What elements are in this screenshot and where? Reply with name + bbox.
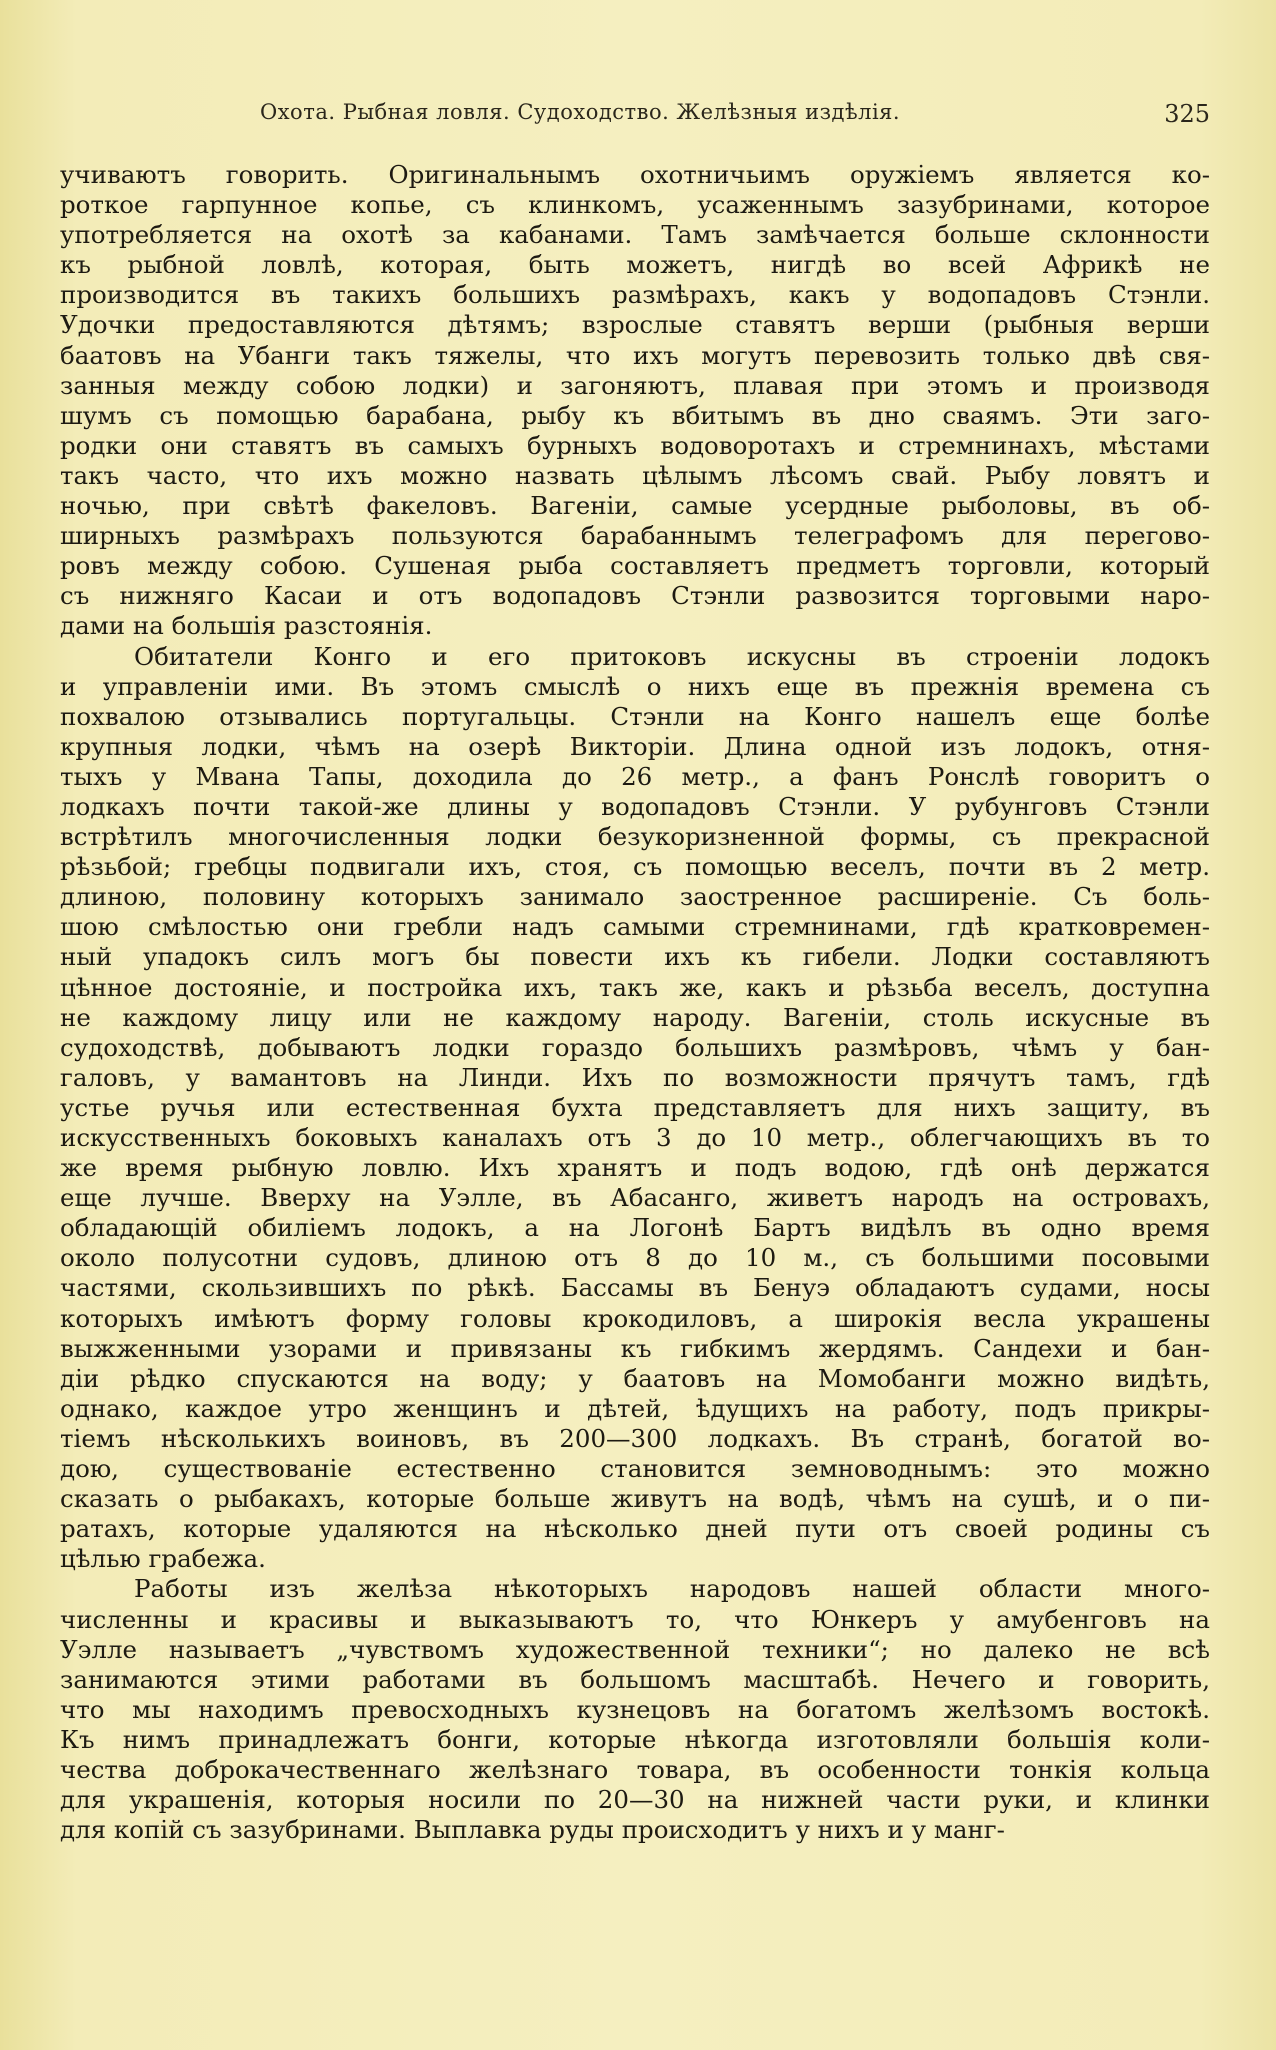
paragraph <box>60 1574 1210 1845</box>
text-line: около полусотни судовъ, длиною отъ 8 до 10 м., съ большими посовыми <box>60 1243 1210 1273</box>
text-line: искусственныхъ боковыхъ каналахъ отъ 3 до 10 метр., облегчающихъ въ то <box>60 1123 1210 1152</box>
text-line: съ нижняго Касаи и отъ водопадовъ Стэнли развозится торговыми наро- <box>60 581 1210 611</box>
page-header <box>60 100 1210 134</box>
paragraph <box>60 160 1210 642</box>
text-line: чества доброкачественнаго желѣзнаго товара, въ особенности тонкія кольца <box>60 1754 1210 1784</box>
text-line: роткое гарпунное копье, съ клинкомъ, усаженнымъ зазубринами, которое <box>60 190 1210 220</box>
text-line: крупныя лодки, чѣмъ на озерѣ Викторіи. Длина одной изъ лодокъ, отня- <box>60 731 1210 761</box>
text-line: производится въ такихъ большихъ размѣрахъ, какъ у водопадовъ Стэнли. <box>60 280 1210 310</box>
text-line: что мы находимъ превосходныхъ кузнецовъ на богатомъ желѣзомъ востокѣ. <box>60 1694 1210 1724</box>
text-line: тіемъ нѣсколькихъ воиновъ, въ 200—300 лодкахъ. Въ странѣ, богатой во- <box>60 1423 1210 1453</box>
page-number: 325 <box>1164 100 1210 128</box>
text-line: длиною, половину которыхъ занимало заостренное расширеніе. Съ боль- <box>60 882 1210 912</box>
text-line: дою, существованіе естественно становится земноводнымъ: это можно <box>60 1454 1210 1484</box>
text-line: встрѣтилъ многочисленныя лодки безукоризненной формы, съ прекрасной <box>60 822 1210 852</box>
text-line: цѣлью грабежа. <box>60 1544 266 1574</box>
text-line: Работы изъ желѣза нѣкоторыхъ народовъ нашей области много- <box>134 1574 1210 1604</box>
text-line: шумъ съ помощью барабана, рыбу къ вбитымъ въ дно сваямъ. Эти заго- <box>60 400 1210 430</box>
text-line: шою смѣлостью они гребли надъ самыми стремнинами, гдѣ кратковремен- <box>60 912 1210 942</box>
text-line: цѣнное достояніе, и постройка ихъ, такъ же, какъ и рѣзьба веселъ, доступна <box>60 972 1210 1002</box>
text-line: ширныхъ размѣрахъ пользуются барабаннымъ телеграфомъ для перегово- <box>60 521 1210 551</box>
text-line: дами на большія разстоянія. <box>60 611 433 641</box>
text-line: частями, скользившихъ по рѣкѣ. Бассамы въ Бенуэ обладаютъ судами, носы <box>60 1273 1210 1303</box>
text-line: ночью, при свѣтѣ факеловъ. Вагеніи, самые усердные рыболовы, въ об- <box>60 491 1210 521</box>
body-text <box>60 160 1210 1845</box>
text-line: судоходствѣ, добываютъ лодки гораздо большихъ размѣровъ, чѣмъ у бан- <box>60 1032 1210 1062</box>
text-line: такъ часто, что ихъ можно назвать цѣлымъ лѣсомъ свай. Рыбу ловятъ и <box>60 460 1210 490</box>
text-line: и управленіи ими. Въ этомъ смыслѣ о нихъ еще въ прежнія времена съ <box>60 671 1210 701</box>
text-line: же время рыбную ловлю. Ихъ хранятъ и подъ водою, гдѣ онѣ держатся <box>60 1153 1210 1183</box>
text-line: Уэлле называетъ „чувствомъ художественной техники“; но далеко не всѣ <box>60 1634 1210 1664</box>
text-line: не каждому лицу или не каждому народу. Вагеніи, столь искусные въ <box>60 1002 1210 1032</box>
text-line: для украшенія, которыя носили по 20—30 на нижней части руки, и клинки <box>60 1785 1210 1815</box>
text-line: употребляется на охотѣ за кабанами. Тамъ замѣчается больше склонности <box>60 220 1210 250</box>
text-line: выжженными узорами и привязаны къ гибкимъ жердямъ. Сандехи и бан- <box>60 1333 1210 1363</box>
text-line: еще лучше. Вверху на Уэлле, въ Абасанго, живетъ народъ на островахъ, <box>60 1183 1210 1213</box>
text-line: Къ нимъ принадлежатъ бонги, которые нѣкогда изготовляли большія коли- <box>60 1724 1210 1754</box>
text-line: похвалою отзывались португальцы. Стэнли на Конго нашелъ еще болѣе <box>60 701 1210 731</box>
text-line: устье ручья или естественная бухта представляетъ для нихъ защиту, въ <box>60 1092 1210 1122</box>
text-line: ный упадокъ силъ могъ бы повести ихъ къ гибели. Лодки составляютъ <box>60 942 1210 972</box>
text-line: тыхъ у Мвана Тапы, доходила до 26 метр., а фанъ Ронслѣ говоритъ о <box>60 761 1210 791</box>
text-line: Обитатели Конго и его притоковъ искусны въ строеніи лодокъ <box>134 641 1210 671</box>
text-line: для копій съ зазубринами. Выплавка руды происходитъ у нихъ и у манг- <box>60 1815 1005 1845</box>
text-line: діи рѣдко спускаются на воду; у баатовъ на Момобанги можно видѣть, <box>60 1363 1210 1393</box>
text-line: лодкахъ почти такой-же длины у водопадовъ Стэнли. У рубунговъ Стэнли <box>60 791 1210 821</box>
text-line: къ рыбной ловлѣ, которая, быть можетъ, нигдѣ во всей Африкѣ не <box>60 250 1210 280</box>
text-line: родки они ставятъ въ самыхъ бурныхъ водоворотахъ и стремнинахъ, мѣстами <box>60 430 1210 460</box>
paragraph <box>60 642 1210 1575</box>
text-line: сказать о рыбакахъ, которые больше живутъ на водѣ, чѣмъ на сушѣ, и о пи- <box>60 1484 1210 1514</box>
text-line: рѣзьбой; гребцы подвигали ихъ, стоя, съ помощью веселъ, почти въ 2 метр. <box>60 852 1210 882</box>
text-line: которыхъ имѣютъ форму головы крокодиловъ, а широкія весла украшены <box>60 1303 1210 1333</box>
text-line: занимаются этими работами въ большомъ масштабѣ. Нечего и говорить, <box>60 1664 1210 1694</box>
text-line: обладающій обиліемъ лодокъ, а на Логонѣ Бартъ видѣлъ въ одно время <box>60 1213 1210 1243</box>
text-line: ратахъ, которые удаляются на нѣсколько дней пути отъ своей родины съ <box>60 1514 1210 1544</box>
text-line: ровъ между собою. Сушеная рыба составляетъ предметъ торговли, который <box>60 551 1210 581</box>
text-line: Удочки предоставляются дѣтямъ; взрослые ставятъ верши (рыбныя верши <box>60 310 1210 340</box>
running-head: Охота. Рыбная ловля. Судоходство. Желѣзныя издѣлія. <box>260 100 901 124</box>
text-line: баатовъ на Убанги такъ тяжелы, что ихъ могутъ перевозить только двѣ свя- <box>60 340 1210 370</box>
text-line: занныя между собою лодки) и загоняютъ, плавая при этомъ и производя <box>60 370 1210 400</box>
text-line: однако, каждое утро женщинъ и дѣтей, ѣдущихъ на работу, подъ прикры- <box>60 1393 1210 1423</box>
text-line: галовъ, у вамантовъ на Линди. Ихъ по возможности прячутъ тамъ, гдѣ <box>60 1062 1210 1092</box>
text-line: численны и красивы и выказываютъ то, что Юнкеръ у амубенговъ на <box>60 1604 1210 1634</box>
text-line: учиваютъ говорить. Оригинальнымъ охотничьимъ оружіемъ является ко- <box>60 160 1210 189</box>
